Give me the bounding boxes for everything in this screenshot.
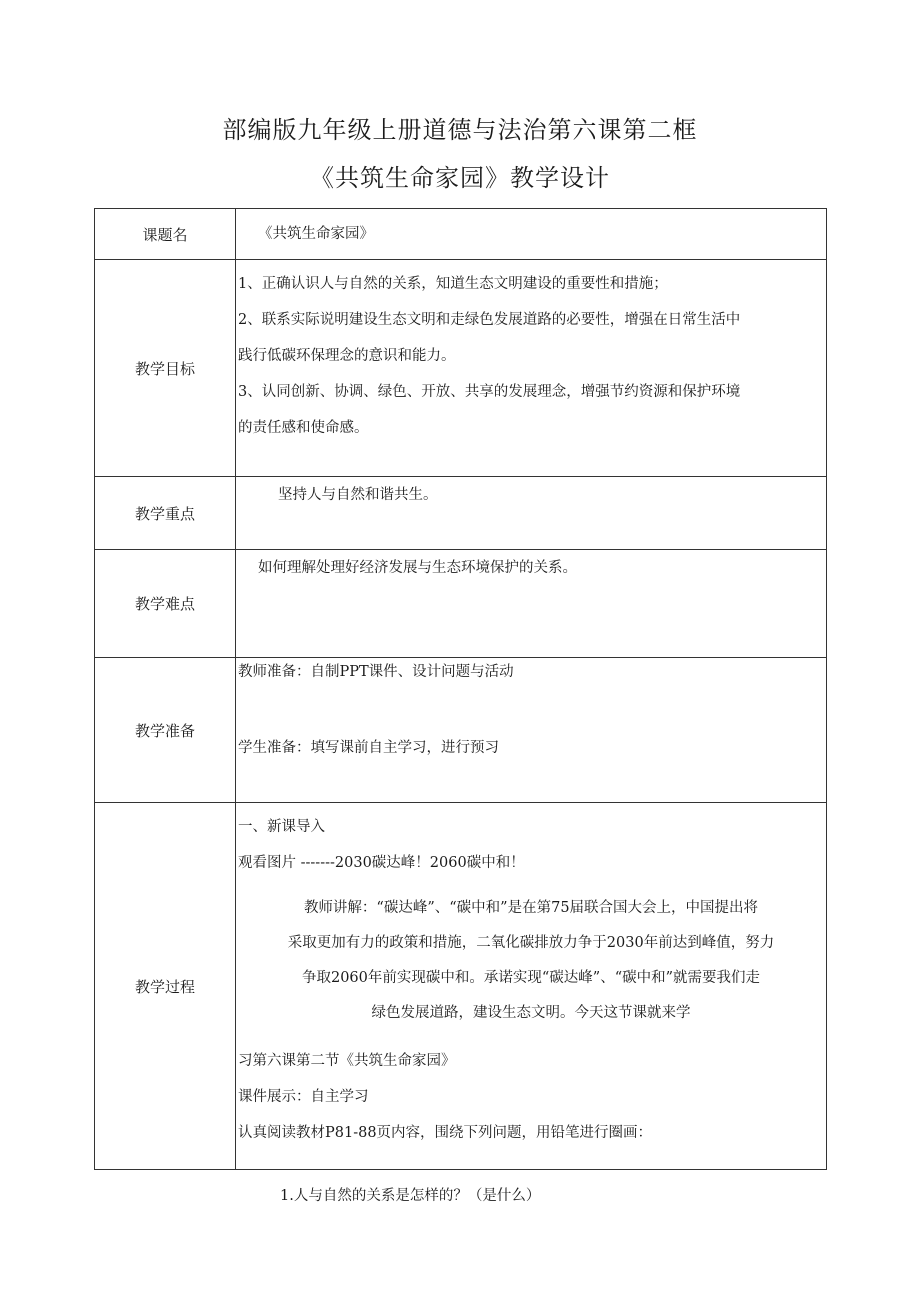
objective-line: 3、认同创新、协调、绿色、开放、共享的发展理念，增强节约资源和保护环境 — [238, 384, 741, 400]
row-objectives — [95, 260, 827, 477]
lecture-line: 教师讲解：“碳达峰”、“碳中和”是在第75届联合国大会上，中国提出将 — [303, 900, 759, 916]
doc-title-line1: 部编版九年级上册道德与法治第六课第二框 — [222, 116, 698, 144]
process-watch: 观看图片 -------2030碳达峰！2060碳中和！ — [238, 855, 525, 871]
question-1: 1.人与自然的关系是怎样的？（是什么） — [280, 1188, 541, 1204]
row-difficulty — [95, 550, 827, 658]
objective-line: 的责任感和使命感。 — [238, 420, 369, 436]
row-topic — [95, 209, 827, 260]
key-point-value: 坚持人与自然和谐共生。 — [278, 487, 438, 503]
label-preparation: 教学准备 — [95, 658, 236, 803]
student-preparation: 学生准备：填写课前自主学习，进行预习 — [238, 740, 499, 756]
lecture-line: 采取更加有力的政策和措施，二氧化碳排放力争于2030年前达到峰值，努力 — [287, 935, 775, 951]
doc-title-line2: 《共筑生命家园》教学设计 — [310, 164, 610, 192]
row-process — [95, 803, 827, 1170]
label-key-point: 教学重点 — [95, 477, 236, 550]
lecture-line: 争取2060年前实现碳中和。承诺实现“碳达峰”、“碳中和”就需要我们走 — [301, 970, 761, 986]
row-preparation — [95, 658, 827, 803]
label-difficulty: 教学难点 — [95, 550, 236, 658]
topic-value: 《共筑生命家园》 — [258, 226, 374, 242]
label-topic: 课题名 — [95, 209, 236, 260]
process-continue: 习第六课第二节《共筑生命家园》 — [238, 1053, 456, 1069]
label-process: 教学过程 — [95, 803, 236, 1170]
row-key-point — [95, 477, 827, 550]
process-reading: 认真阅读教材P81-88页内容，围绕下列问题，用铅笔进行圈画： — [238, 1125, 653, 1141]
objective-line: 1、正确认识人与自然的关系，知道生态文明建设的重要性和措施； — [238, 276, 668, 292]
objective-line: 践行低碳环保理念的意识和能力。 — [238, 348, 456, 364]
difficulty-value: 如何理解处理好经济发展与生态环境保护的关系。 — [258, 560, 577, 576]
teacher-preparation: 教师准备：自制PPT课件、设计问题与活动 — [238, 664, 514, 680]
teacher-lecture — [238, 891, 824, 1031]
lesson-plan-table — [94, 208, 827, 1170]
lecture-line: 绿色发展道路，建设生态文明。今天这节课就来学 — [371, 1005, 691, 1021]
process-section-title: 一、新课导入 — [238, 819, 325, 835]
objective-line: 2、联系实际说明建设生态文明和走绿色发展道路的必要性，增强在日常生活中 — [238, 312, 741, 328]
label-objectives: 教学目标 — [95, 260, 236, 477]
process-courseware: 课件展示：自主学习 — [238, 1089, 369, 1105]
